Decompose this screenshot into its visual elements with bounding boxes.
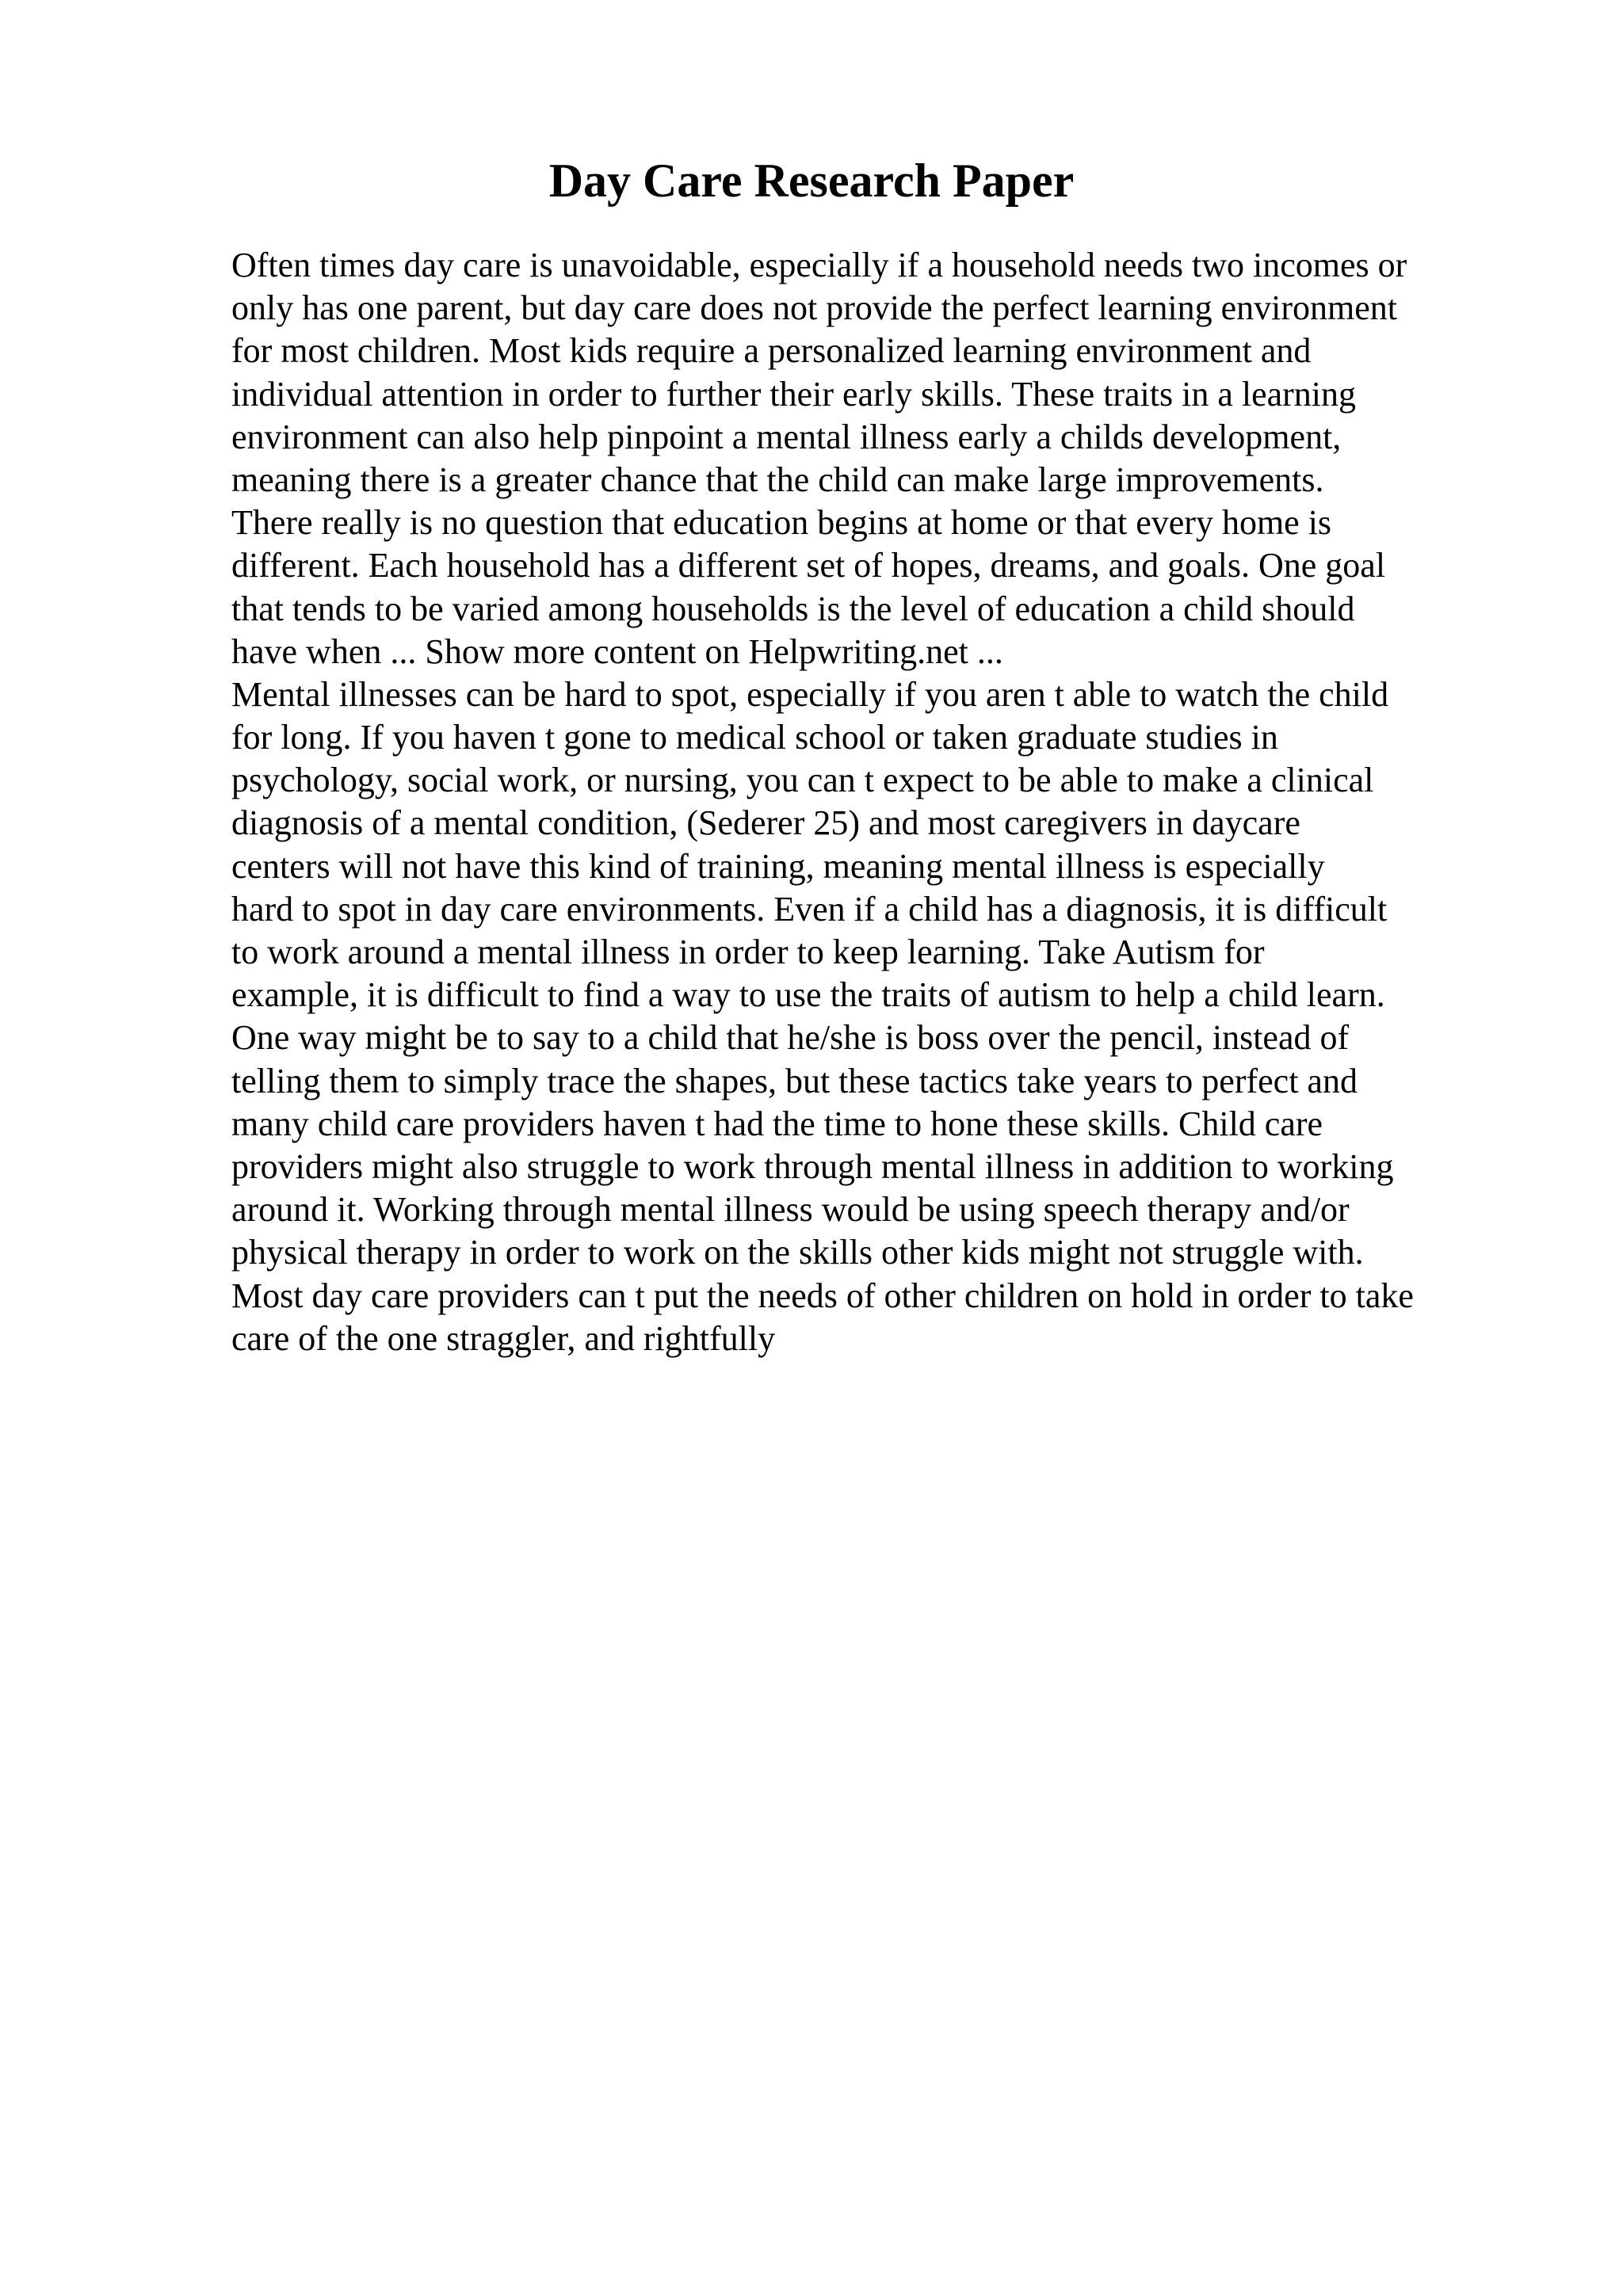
document-title: Day Care Research Paper bbox=[548, 154, 1075, 207]
body-line: example, it is difficult to find a way to use the traits of autism to help a child learn. bbox=[231, 975, 1385, 1015]
body-line: only has one parent, but day care does not provide the perfect learning environment bbox=[231, 288, 1398, 328]
body-line: around it. Working through mental illness would be using speech therapy and/or bbox=[231, 1190, 1350, 1230]
body-line: meaning there is a greater chance that the child can make large improvements. bbox=[231, 460, 1324, 499]
body-line: individual attention in order to further their early skills. These traits in a learning bbox=[231, 374, 1357, 414]
body-line: telling them to simply trace the shapes, but these tactics take years to perfect and bbox=[231, 1061, 1358, 1100]
body-line: for most children. Most kids require a personalized learning environment and bbox=[231, 331, 1312, 371]
body-line: psychology, social work, or nursing, you can t expect to be able to make a clinical bbox=[231, 761, 1374, 800]
body-line: diagnosis of a mental condition, (Sederer 25) and most caregivers in daycare bbox=[231, 803, 1300, 843]
body-line: centers will not have this kind of training, meaning mental illness is especially bbox=[231, 846, 1325, 886]
body-line: have when ... Show more content on Helpwriting.net ... bbox=[231, 631, 1003, 671]
document-body bbox=[231, 244, 1499, 1360]
body-line: Most day care providers can t put the needs of other children on hold in order to take bbox=[231, 1276, 1414, 1315]
body-line: Mental illnesses can be hard to spot, especially if you aren t able to watch the child bbox=[231, 674, 1389, 714]
body-line: physical therapy in order to work on the skills other kids might not struggle with. bbox=[231, 1233, 1364, 1272]
body-line: hard to spot in day care environments. Even if a child has a diagnosis, it is difficult bbox=[231, 889, 1388, 929]
body-line: that tends to be varied among households is the level of education a child should bbox=[231, 589, 1355, 628]
body-line: There really is no question that education begins at home or that every home is bbox=[231, 503, 1332, 543]
body-line: many child care providers haven t had the time to hone these skills. Child care bbox=[231, 1104, 1323, 1143]
body-line: care of the one straggler, and rightfully bbox=[231, 1318, 776, 1358]
body-line: environment can also help pinpoint a mental illness early a childs development, bbox=[231, 417, 1342, 456]
body-line: One way might be to say to a child that he/she is boss over the pencil, instead of bbox=[231, 1018, 1350, 1058]
body-line: Often times day care is unavoidable, especially if a household needs two incomes or bbox=[231, 246, 1407, 284]
body-line: providers might also struggle to work through mental illness in addition to working bbox=[231, 1146, 1394, 1186]
body-line: different. Each household has a different set of hopes, dreams, and goals. One goal bbox=[231, 546, 1386, 585]
body-line: for long. If you haven t gone to medical school or taken graduate studies in bbox=[231, 718, 1278, 757]
body-line: to work around a mental illness in order to keep learning. Take Autism for bbox=[231, 933, 1265, 971]
